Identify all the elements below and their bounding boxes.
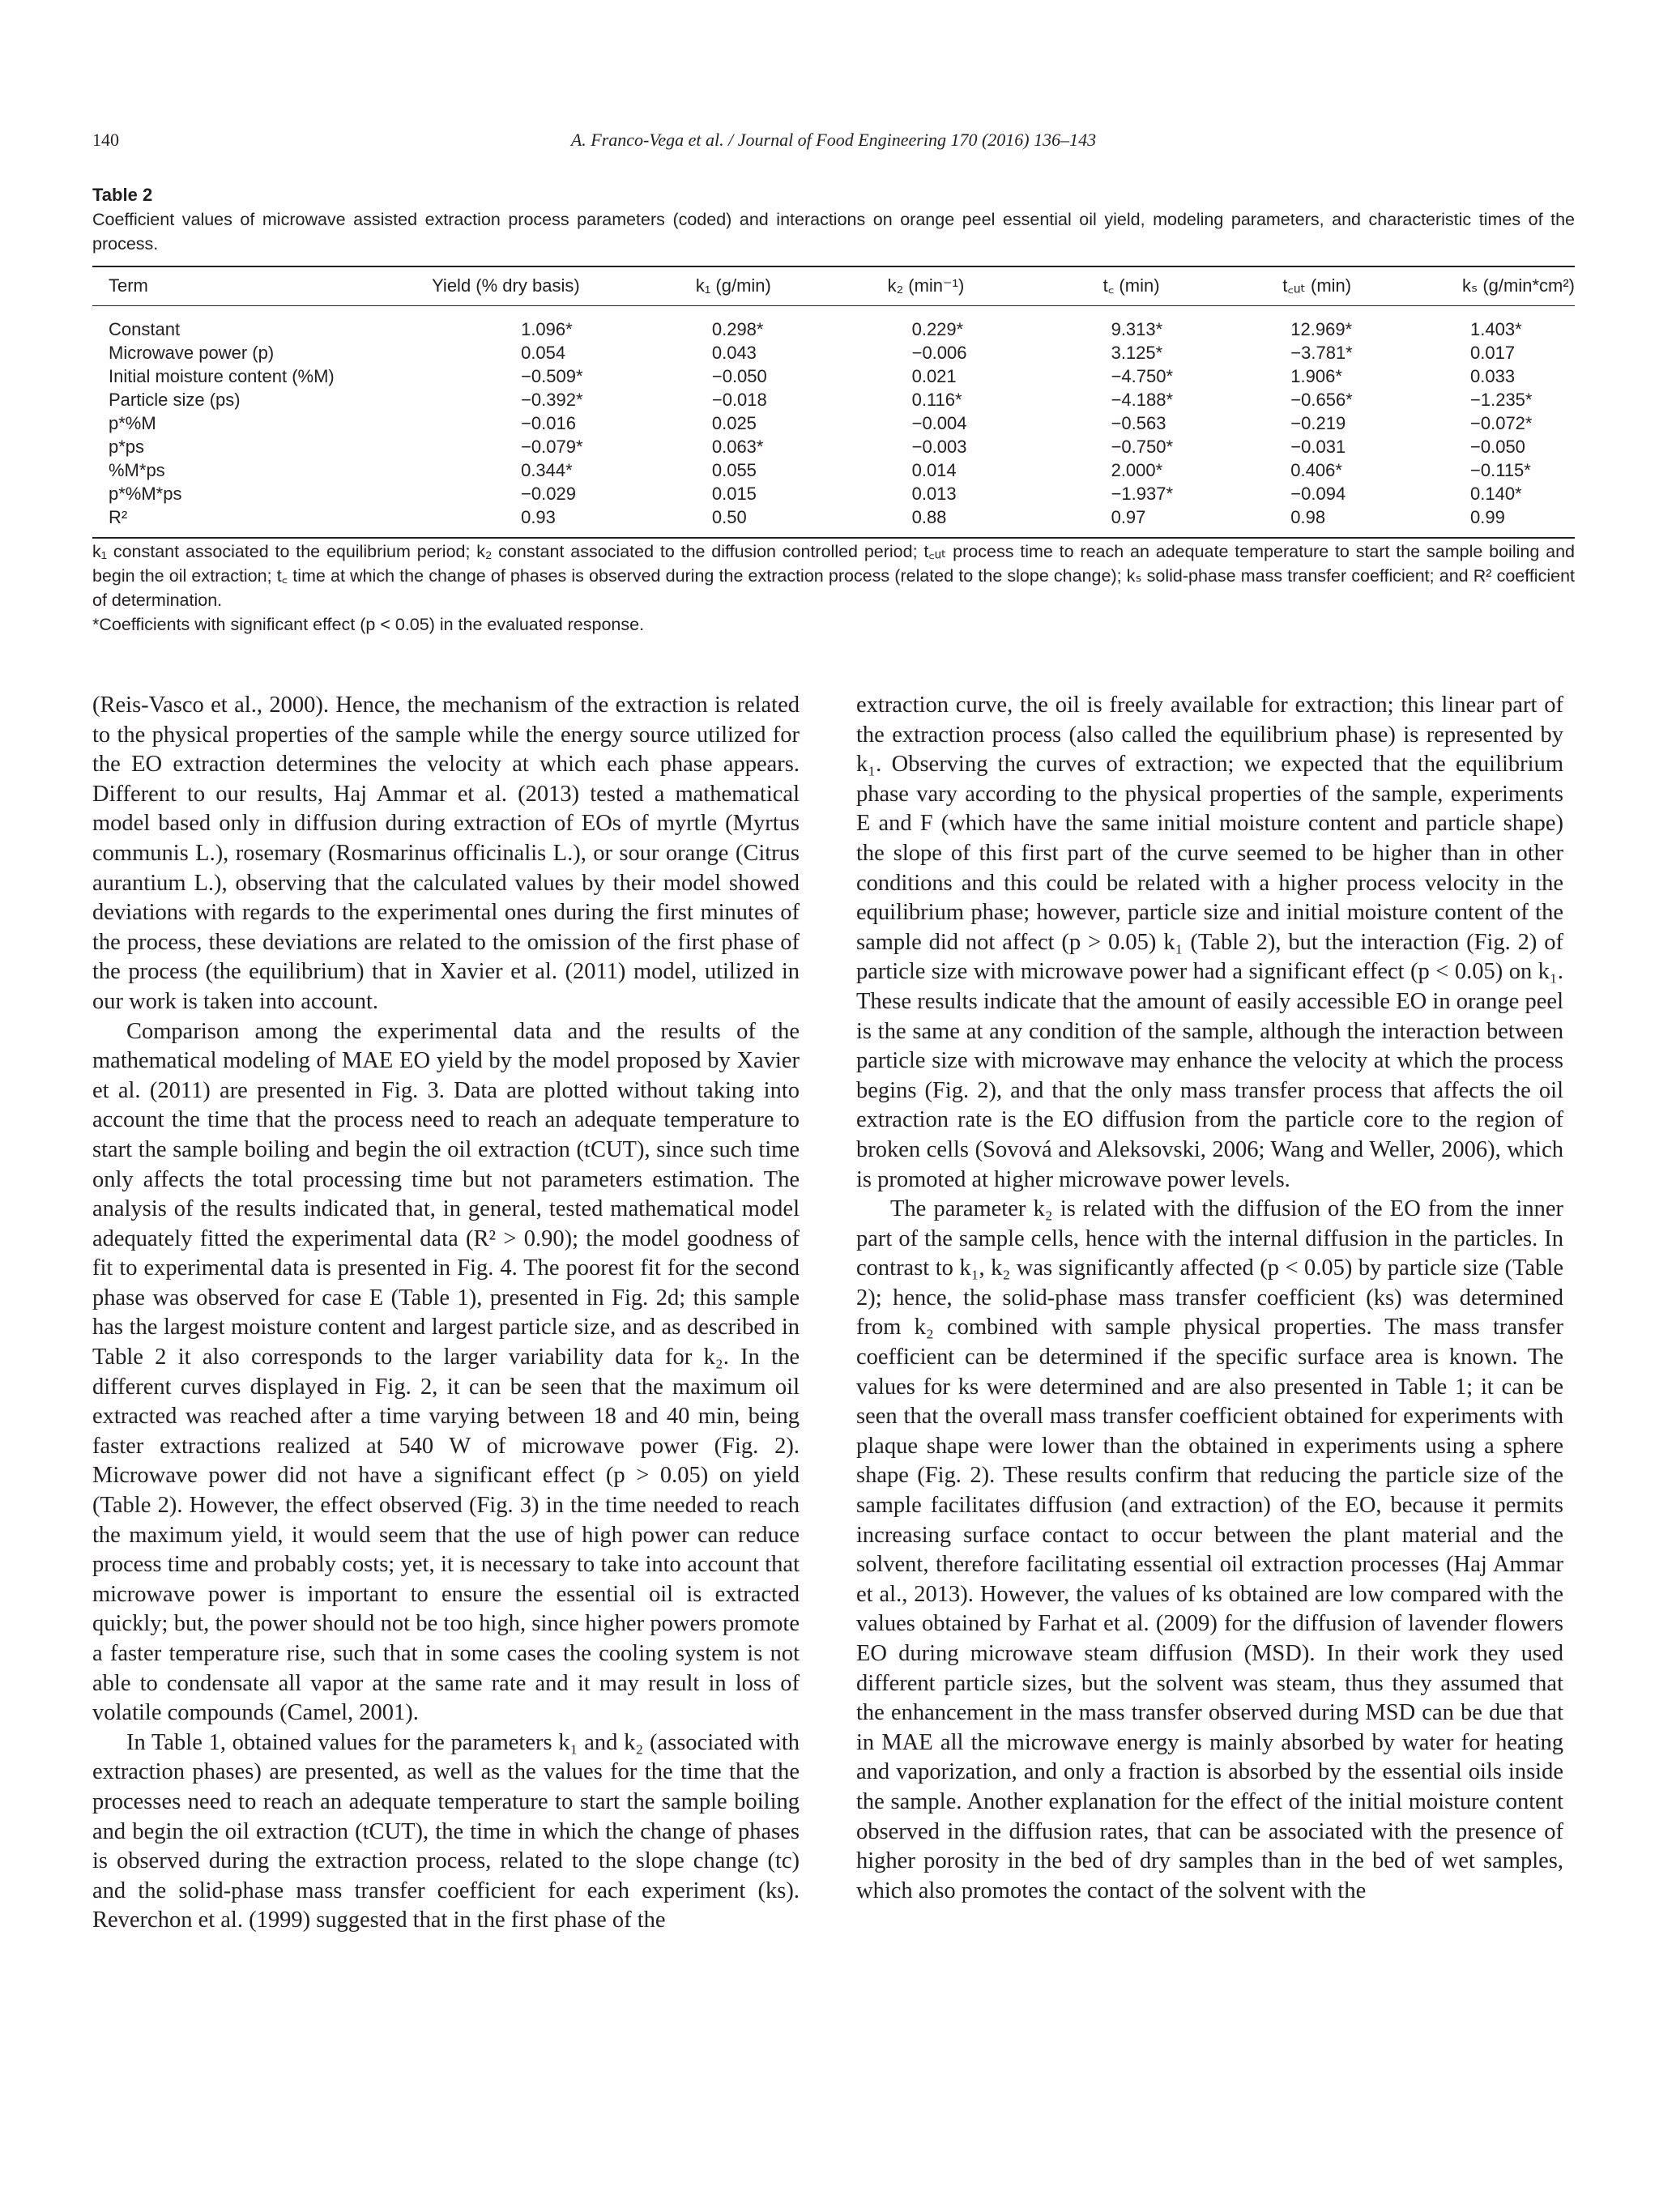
table-cell: 1.906* [1290,366,1342,386]
table-cell: 2.000* [1111,460,1163,480]
table-cell: 0.014 [911,460,957,480]
table-cell: 0.140* [1470,484,1522,504]
table-cell: −0.072* [1470,413,1533,433]
table-cell: −0.050 [711,366,767,386]
table-cell: 0.055 [711,460,757,480]
column-header: t꜀ (min) [1102,275,1160,296]
column-header: k₁ (g/min) [695,275,771,296]
table-cell: −0.004 [911,413,967,433]
paragraph: Comparison among the experimental data and the results of the mathematical modeling of MAE EO yield by the model proposed by Xavier et al. (2011) are presented in Fig. 3. Data are plotted without taking into account the time that the process need to reach an adequate temperature to start the sample boiling and begin the oil extraction (tCUT), since such time only affects the total processing time but not parameters estimation. The analysis of the results indicated that, in general, tested mathematical model adequately fitted the experimental data (R² > 0.90); the model goodness of fit to experimental data is presented in Fig. 4. The poorest fit for the second phase was observed for case E (Table 1), presented in Fig. 2d; this sample has the largest moisture content and largest particle size, and as described in Table 2 it also corresponds to the larger variability data for k₂. In the different curves displayed in Fig. 2, it can be seen that the maximum oil extracted was reached after a time varying between 18 and 40 min, being faster extractions realized at 540 W of microwave power (Fig. 2). Microwave power did not have a significant effect (p > 0.05) on yield (Table 2). However, the effect observed (Fig. 3) in the time needed to reach the maximum yield, it would seem that the use of high power can reduce process time and probably costs; yet, it is necessary to take into account that microwave power is important to ensure the essential oil is extracted quickly; but, the power should not be too high, since higher powers promote a faster temperature rise, such that in some cases the cooling system is not able to condensate all vapor at the same rate and it may result in loss of volatile compounds (Camel, 2001). [92,1018,800,1726]
table-caption: Coefficient values of microwave assisted extraction process parameters (coded) and interactions on orange peel essential oil yield, modeling parameters, and characteristic times of the process. [92,210,1575,254]
table-term-cell: Constant [109,319,181,339]
table-term-cell: %M*ps [109,460,165,480]
table-cell: 0.054 [521,343,566,363]
table-term-cell: R² [109,507,128,527]
table-row [92,306,1575,342]
table-cell: 0.344* [521,460,573,480]
table-2-block [92,183,1575,539]
column-header: Term [109,275,148,296]
paragraph: The parameter k₂ is related with the diffusion of the EO from the inner part of the sample cells, hence with the internal diffusion in the particles. In contrast to k₁, k₂ was significantly affected (p < 0.05) by particle size (Table 2); hence, the solid-phase mass transfer coefficient (ks) was determined from k₂ combined with sample physical properties. The mass transfer coefficient can be determined if the specific surface area is known. The values for ks were determined and are also presented in Table 1; it can be seen that the overall mass transfer coefficient obtained for experiments with plaque shape were lower than the obtained in experiments using a sphere shape (Fig. 2). These results confirm that reducing the particle size of the sample facilitates diffusion (and extraction) of the EO, because it permits increasing surface contact to occur between the plant material and the solvent, therefore facilitating essential oil extraction processes (Haj Ammar et al., 2013). However, the values of ks obtained are low compared with the values obtained by Farhat et al. (2009) for the diffusion of lavender flowers EO during microwave steam diffusion (MSD). In their work they used different particle sizes, but the solvent was steam, thus they assumed that the enhancement in the mass transfer observed during MSD can be due that in MAE all the microwave energy is mainly absorbed by water for heating and vaporization, and only a fraction is absorbed by the essential oils inside the sample. Another explanation for the effect of the initial moisture content observed in the diffusion rates, that can be associated with the presence of higher porosity in the bed of dry samples than in the bed of wet samples, which also promotes the contact of the solvent with the [856,1196,1563,1903]
column-header: t꜀ᵤₜ (min) [1282,275,1352,296]
table-row [92,505,1575,538]
table-cell: 1.096* [521,319,573,339]
table-cell: 3.125* [1111,343,1163,363]
table-cell: −0.018 [711,390,767,410]
table-cell: 0.406* [1290,460,1342,480]
table-cell: 0.88 [911,507,947,527]
running-title: A. Franco-Vega et al. / Journal of Food Engineering 170 (2016) 136–143 [570,130,1097,150]
left-column [92,691,800,1936]
table-cell: −0.031 [1290,437,1346,457]
table-cell: −0.050 [1470,437,1525,457]
table-cell: −0.079* [521,437,583,457]
table-cell: −0.392* [521,390,583,410]
table-row [92,364,1575,388]
table-term-cell: p*%M [109,413,156,433]
table-cell: 0.99 [1470,507,1505,527]
table-cell: −0.115* [1470,460,1531,480]
table-footnote: *Coefficients with significant effect (p < 0.05) in the evaluated response. [92,615,645,634]
table-cell: −4.188* [1111,390,1174,410]
table-row [92,411,1575,435]
table-cell: 0.025 [711,413,757,433]
table-cell: −0.563 [1111,413,1166,433]
table-cell: 0.017 [1470,343,1516,363]
coefficient-table [92,266,1575,539]
table-header-row [92,266,1575,306]
table-cell: 0.98 [1290,507,1326,527]
table-cell: 0.229* [911,319,964,339]
column-header: k₂ (min⁻¹) [887,275,965,296]
table-term-cell: Initial moisture content (%M) [109,366,335,386]
table-term-cell: Particle size (ps) [109,390,241,410]
table-cell: 9.313* [1111,319,1163,339]
paragraph: (Reis-Vasco et al., 2000). Hence, the mechanism of the extraction is related to the physical properties of the sample while the energy source utilized for the EO extraction determines the velocity at which each phase appears. Different to our results, Haj Ammar et al. (2013) tested a mathematical model based only in diffusion during extraction of EOs of myrtle (Myrtus communis L.), rosemary (Rosmarinus officinalis L.), or sour orange (Citrus aurantium L.), observing that the calculated values by their model showed deviations with regards to the experimental ones during the first minutes of the process, these deviations are related to the omission of the first phase of the process (the equilibrium) that in Xavier et al. (2011) model, utilized in our work is taken into account. [92,693,800,1014]
table-cell: 0.93 [521,507,556,527]
table-cell: −0.029 [521,484,576,504]
table-cell: 0.013 [911,484,957,504]
table-cell: −1.235* [1470,390,1533,410]
table-cell: −1.937* [1111,484,1174,504]
table-cell: −0.750* [1111,437,1174,457]
table-cell: 0.50 [711,507,747,527]
table-cell: 1.403* [1470,319,1522,339]
table-term-cell: Microwave power (p) [109,343,275,363]
table-cell: 0.021 [911,366,957,386]
table-row [92,482,1575,505]
table-row [92,341,1575,364]
table-cell: −0.016 [521,413,576,433]
table-body [92,306,1575,539]
table-row [92,458,1575,482]
page-number: 140 [92,130,119,150]
paragraph: In Table 1, obtained values for the parameters k₁ and k₂ (associated with extraction phases) are presented, as well as the values for the time that the processes need to reach an adequate temperature to start the sample boiling and begin the oil extraction (tCUT), the time in which the change of phases is observed during the extraction process, related to the slope change (tc) and the solid-phase mass transfer coefficient for each experiment (ks). Reverchon et al. (1999) suggested that in the first phase of the [92,1729,800,1933]
column-header: kₛ (g/min*cm²) [1462,275,1575,296]
paragraph: extraction curve, the oil is freely available for extraction; this linear part of the extraction process (also called the equilibrium phase) is represented by k₁. Observing the curves of extraction; we expected that the equilibrium phase vary according to the physical properties of the sample, experiments E and F (which have the same initial moisture content and particle shape) the slope of this first part of the curve seemed to be higher than in other conditions and this could be related with a higher process velocity in the equilibrium phase; however, particle size and initial moisture content of the sample did not affect (p > 0.05) k₁ (Table 2), but the interaction (Fig. 2) of particle size with microwave power had a significant effect (p < 0.05) on k₁. These results indicate that the amount of easily accessible EO in orange peel is the same at any condition of the sample, although the interaction between particle size with microwave may enhance the velocity at which the process begins (Fig. 2), and that the only mass transfer process that affects the oil extraction rate is the EO diffusion from the particle core to the region of broken cells (Sovová and Aleksovski, 2006; Wang and Weller, 2006), which is promoted at higher microwave power levels. [856,693,1563,1192]
table-cell: 0.97 [1111,507,1146,527]
table-cell: 0.298* [711,319,764,339]
table-cell: −3.781* [1290,343,1353,363]
table-cell: −4.750* [1111,366,1174,386]
table-footnotes [92,539,1575,637]
column-header: Yield (% dry basis) [432,275,580,296]
table-label: Table 2 [92,185,153,205]
table-cell: 0.015 [711,484,757,504]
table-cell: −0.656* [1290,390,1353,410]
table-cell: 0.063* [711,437,764,457]
table-row [92,435,1575,458]
page-header [92,130,1575,162]
table-cell: −0.094 [1290,484,1346,504]
right-column [856,691,1563,1906]
table-cell: 0.116* [911,390,962,410]
table-cell: 0.043 [711,343,757,363]
table-footnote: k₁ constant associated to the equilibrium period; k₂ constant associated to the diffusion controlled period; t꜀ᵤₜ process time to reach an adequate temperature to start the sample boiling and begin the oil extraction; t꜀ time at which the change of phases is observed during the extraction process (related to the slope change); kₛ solid-phase mass transfer coefficient; and R² coefficient of determination. [92,542,1575,610]
table-row [92,388,1575,411]
table-cell: −0.509* [521,366,583,386]
table-cell: −0.003 [911,437,967,457]
table-term-cell: p*%M*ps [109,484,182,504]
table-cell: −0.219 [1290,413,1346,433]
table-term-cell: p*ps [109,437,145,457]
table-cell: 0.033 [1470,366,1516,386]
table-cell: −0.006 [911,343,967,363]
table-cell: 12.969* [1290,319,1353,339]
